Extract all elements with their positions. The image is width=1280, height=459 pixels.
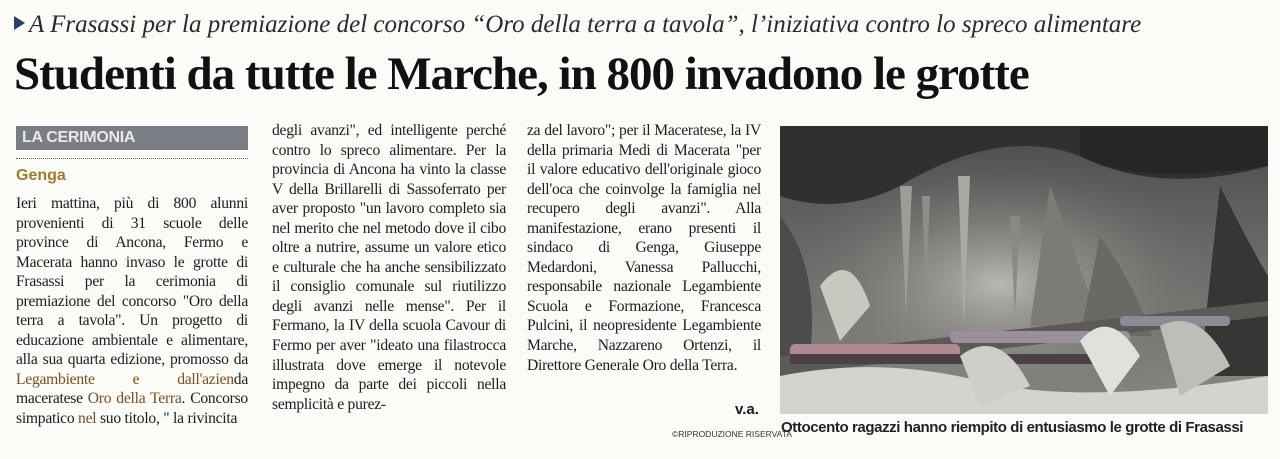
- body-text: degli avanzi", ed intelligente perché contro lo spreco alimentare. Per la provincia di Ancona ha vinto la classe V della Brillarelli di Sassoferrato per aver proposto "un lavoro completo sia nel merito che nel metodo dove il cibo oltre a nutrire, assume un valore etico e culturale che ha anche sensibilizzato il consiglio comunale sul riutilizzo degli avanzi nelle mense". Per il Fermano, la IV della scuola Cavour di Fermo per aver "ideato una filastrocca illustrata dove emerge il notevole impegno da parte dei piccoli nella semplicità e purez-: [272, 122, 506, 413]
- section-label: LA CERIMONIA: [16, 126, 248, 150]
- photo-caption: Ottocento ragazzi hanno riempito di entusiasmo le grotte di Frasassi: [781, 419, 1244, 436]
- body-text: za del lavoro"; per il Maceratese, la IV della primaria Medi di Macerata "per il valore educativo dell'originale gioco dell'oca che coinvolge la famiglia nel recupero degli avanzi". Alla manifestazione, erano presenti il sindaco di Genga, Giuseppe Medardoni, Vanessa Pallucchi, responsabile nazionale Legambiente Scuola e Formazione, Francesca Pulcini, il neopresidente Legambiente Marche, Nazzareno Ortenzi, il Direttore Generale Oro della Terra.: [527, 122, 761, 374]
- highlighted-text: Oro della Terra: [87, 390, 182, 408]
- body-column-2: [272, 121, 506, 414]
- author-signature: v.a.: [735, 401, 759, 418]
- highlighted-text: nel: [78, 410, 97, 428]
- body-text: . Concorso simpatico: [16, 390, 248, 428]
- cave-photo: [780, 126, 1268, 414]
- dateline-location: Genga: [16, 167, 66, 184]
- body-text: suo titolo, " la rivincita: [96, 410, 238, 428]
- copyright-notice: ©RIPRODUZIONE RISERVATA: [672, 429, 792, 439]
- highlighted-text: Legambiente e dall'azien: [16, 370, 234, 388]
- cave-photo-illustration: [780, 126, 1268, 414]
- article-headline: Studenti da tutte le Marche, in 800 invadono le grotte: [14, 48, 1029, 100]
- body-column-1: [16, 194, 248, 429]
- article-kicker: [14, 10, 1274, 40]
- kicker-text: A Frasassi per la premiazione del concorso “Oro della terra a tavola”, l’iniziativa contro lo spreco alimentare: [29, 11, 1142, 38]
- section-divider: [16, 158, 248, 159]
- body-text: Ieri mattina, più di 800 alunni provenienti di 31 scuole delle province di Ancona, Fermo e Macerata hanno invaso le grotte di Frasassi per la cerimonia di premiazione del concorso "Oro della terra a tavola". Un progetto di educazione ambientale e alimentare, alla sua quarta edizione, promosso da: [16, 195, 248, 369]
- body-text: da maceratese: [16, 370, 248, 408]
- body-column-3: [527, 121, 761, 375]
- kicker-arrow-icon: [14, 16, 25, 30]
